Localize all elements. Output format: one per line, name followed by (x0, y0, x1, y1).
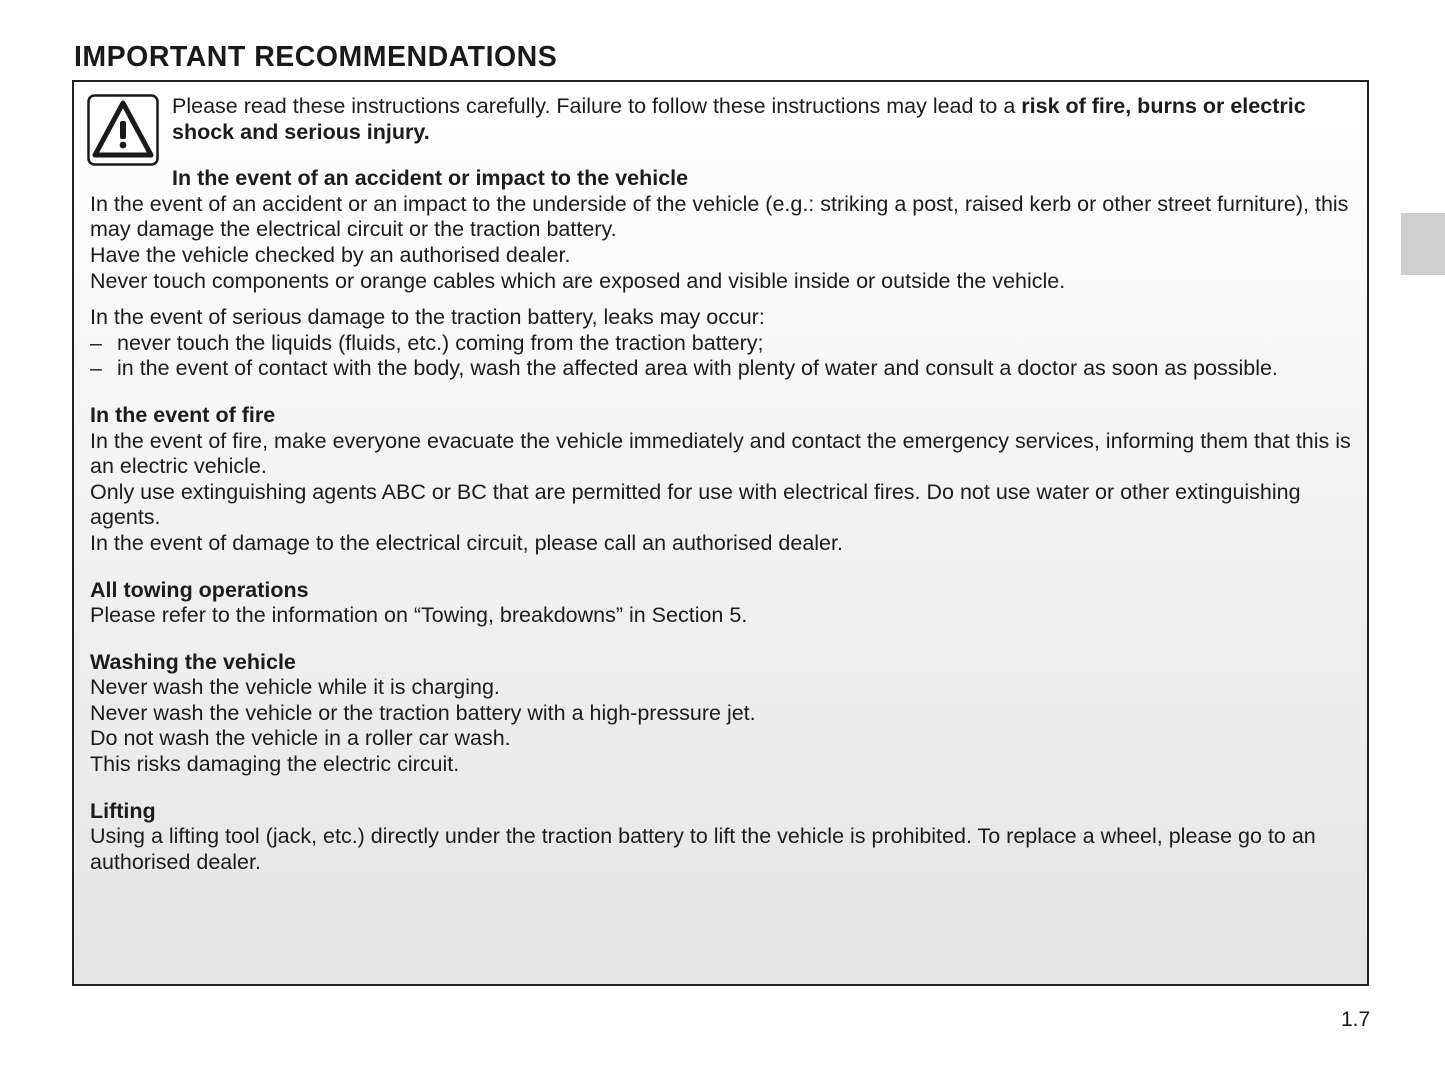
washing-line: Do not wash the vehicle in a roller car wash. (90, 726, 511, 751)
warning-box (72, 80, 1369, 986)
accident-heading: In the event of an accident or impact to the vehicle (172, 166, 689, 191)
intro-risk-text: risk of fire, burns or electric shock and serious injury. (172, 94, 1306, 144)
intro-paragraph (90, 94, 1358, 145)
fire-line: In the event of damage to the electrical circuit, please call an authorised dealer. (90, 530, 843, 555)
page-number: 1.7 (1341, 1008, 1371, 1031)
fire-heading: In the event of fire (90, 402, 276, 427)
leak-intro: In the event of serious damage to the traction battery, leaks may occur: (90, 305, 765, 330)
washing-line: This risks damaging the electric circuit. (90, 752, 460, 777)
towing-line: Please refer to the information on “Towing, breakdowns” in Section 5. (90, 603, 748, 628)
leak-list-item (90, 331, 1358, 357)
accident-line: Never touch components or orange cables which are exposed and visible inside or outside the vehicle. (90, 268, 1066, 293)
washing-heading: Washing the vehicle (90, 649, 296, 674)
leak-list-item (90, 356, 1358, 382)
dash-bullet: – (90, 356, 102, 381)
washing-line: Never wash the vehicle while it is charging. (90, 675, 500, 700)
accident-line: In the event of an accident or an impact to the underside of the vehicle (e.g.: striking a post, raised kerb or other street furniture), this may damage the electrical circuit or the traction battery. (90, 191, 1349, 242)
page-title: IMPORTANT RECOMMENDATIONS (74, 41, 558, 74)
fire-line: Only use extinguishing agents ABC or BC that are permitted for use with electrical fires. Do not use water or other extinguishing agents. (90, 479, 1301, 530)
accident-line: Have the vehicle checked by an authorised dealer. (90, 242, 571, 267)
lifting-heading: Lifting (90, 798, 156, 823)
intro-text: Please read these instructions carefully. Failure to follow these instructions may lead to a (172, 94, 1022, 118)
dash-bullet: – (90, 330, 102, 355)
towing-heading: All towing operations (90, 577, 309, 602)
section-tab (1401, 213, 1445, 275)
warning-content (90, 94, 1358, 875)
washing-line: Never wash the vehicle or the traction battery with a high-pressure jet. (90, 700, 756, 725)
leak-item-text: never touch the liquids (fluids, etc.) coming from the traction battery; (117, 330, 764, 355)
leak-item-text: in the event of contact with the body, wash the affected area with plenty of water and consult a doctor as soon as possible. (117, 356, 1278, 381)
lifting-line: Using a lifting tool (jack, etc.) directly under the traction battery to lift the vehicle is prohibited. To replace a wheel, please go to an authorised dealer. (90, 824, 1316, 874)
fire-line: In the event of fire, make everyone evacuate the vehicle immediately and contact the emergency services, informing them that this is an electric vehicle. (90, 428, 1351, 479)
